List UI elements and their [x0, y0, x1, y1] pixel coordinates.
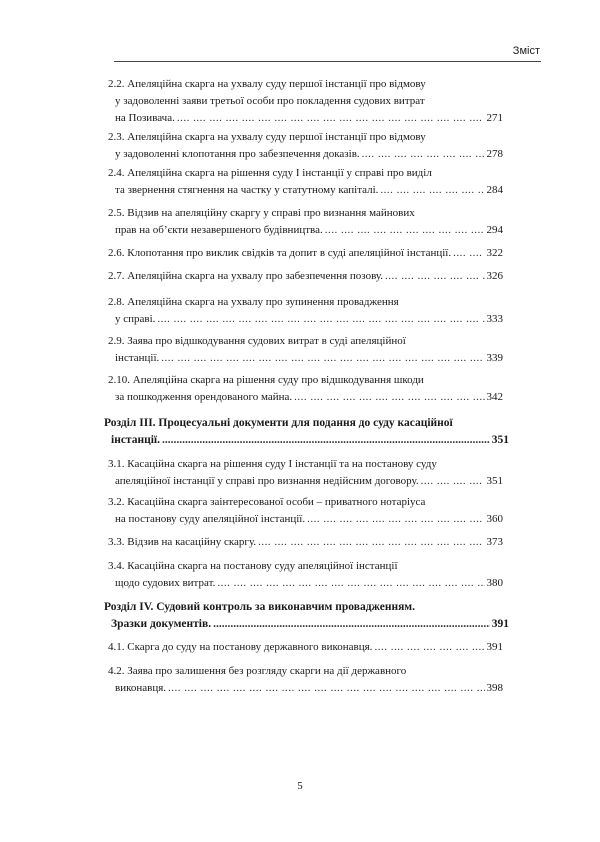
toc-entry-line: 2.6. Клопотання про виклик свідків та допит в суді апеляційної інстанції.: [108, 247, 452, 259]
toc-entry-line: щодо судових витрат.: [115, 577, 216, 589]
toc-entry-2-2[interactable]: [108, 76, 503, 127]
leader-dots: [325, 222, 485, 239]
toc-entry-3-1[interactable]: [108, 456, 503, 490]
toc-page-number: 360: [486, 513, 503, 525]
toc-entry-line: 2.7. Апеляційна скарга на ухвалу про забезпечення позову.: [108, 270, 384, 282]
toc-entry-line: у задоволенні клопотання про забезпечення доказів.: [115, 148, 360, 160]
toc-entry-line: 2.2. Апеляційна скарга на ухвалу суду першої інстанції про відмову: [108, 78, 426, 90]
toc-entry-line: 3.2. Касаційна скарга заінтересованої особи – приватного нотаріуса: [108, 496, 426, 508]
toc-page-number: 326: [486, 270, 503, 282]
toc-section-line: Зразки документів.: [111, 618, 212, 630]
toc-page-number: 278: [486, 148, 503, 160]
toc-entry-line: на Позивача.: [115, 112, 175, 124]
page-number: 5: [297, 780, 303, 792]
leader-dots: [157, 311, 484, 328]
toc-entry-line: 3.4. Касаційна скарга на постанову суду апеляційної інстанції: [108, 560, 398, 572]
toc-section-line: інстанції.: [111, 434, 160, 446]
toc-section-line: Розділ IV. Судовий контроль за виконавчим провадженням.: [104, 601, 416, 613]
toc-section-3[interactable]: [104, 415, 509, 449]
toc-entry-line: 3.1. Касаційна скарга на рішення суду I інстанції та на постанову суду: [108, 458, 437, 470]
leader-dots: [380, 182, 484, 199]
toc-entry-line: 3.3. Відзив на касаційну скаргу.: [108, 536, 257, 548]
toc-entry-3-3[interactable]: [108, 534, 503, 551]
leader-dots: [213, 616, 490, 633]
toc-entry-line: інстанції.: [115, 352, 160, 364]
toc-page-number: 322: [486, 247, 503, 259]
toc-entry-line: та звернення стягнення на частку у статутному капіталі.: [115, 184, 379, 196]
toc-entry-2-8[interactable]: [108, 294, 503, 328]
toc-section-4[interactable]: [104, 599, 509, 633]
toc-entry-line: апеляційної інстанції у справі про визнання недійсним договору.: [115, 475, 419, 487]
leader-dots: [421, 473, 485, 490]
toc-entry-2-10[interactable]: [108, 372, 503, 406]
toc-entry-line: на постанову суду апеляційної інстанції.: [115, 513, 306, 525]
toc-page-number: 391: [486, 641, 503, 653]
toc-entry-line: 2.3. Апеляційна скарга на ухвалу суду першої інстанції про відмову: [108, 131, 426, 143]
leader-dots: [161, 350, 484, 367]
toc-entry-line: 2.8. Апеляційна скарга на ухвалу про зупинення провадження: [108, 296, 399, 308]
toc-page-number: 333: [486, 313, 503, 325]
leader-dots: [217, 575, 484, 592]
toc-entry-2-7[interactable]: [108, 268, 503, 285]
toc-page-number: 351: [491, 434, 509, 446]
toc-entry-2-6[interactable]: [108, 245, 503, 262]
leader-dots: [258, 534, 484, 551]
toc-entry-line: 2.4. Апеляційна скарга на рішення суду I інстанції у справі про виділ: [108, 167, 432, 179]
toc-page-number: 351: [486, 475, 503, 487]
toc-page-number: 373: [486, 536, 503, 548]
toc-section-line: Розділ ІІІ. Процесуальні документи для подання до суду касаційної: [104, 417, 453, 429]
toc-page-number: 391: [491, 618, 509, 630]
toc-entry-line: 4.2. Заява про залишення без розгляду скарги на дії державного: [108, 665, 407, 677]
leader-dots: [374, 639, 484, 656]
toc-page-number: 271: [486, 112, 503, 124]
toc-entry-line: 2.10. Апеляційна скарга на рішення суду про відшкодування шкоди: [108, 374, 424, 386]
toc-page-number: 339: [486, 352, 503, 364]
toc-entry-line: у задоволенні заяви третьої особи про покладення судових витрат: [115, 95, 425, 107]
leader-dots: [385, 268, 484, 285]
toc-entry-2-4[interactable]: [108, 165, 503, 199]
toc-page-number: 398: [486, 682, 503, 694]
leader-dots: [307, 511, 484, 528]
toc-entry-2-3[interactable]: [108, 129, 503, 163]
toc-entry-4-1[interactable]: [108, 639, 503, 656]
leader-dots: [177, 110, 485, 127]
toc-entry-line: у справі.: [115, 313, 156, 325]
toc-entry-line: 2.9. Заява про відшкодування судових витрат в суді апеляційної: [108, 335, 406, 347]
toc-entry-line: 4.1. Скарга до суду на постанову державного виконавця.: [108, 641, 373, 653]
running-header-title: Зміст: [512, 45, 540, 57]
toc-entry-line: виконавця.: [115, 682, 167, 694]
leader-dots: [294, 389, 484, 406]
toc-page-number: 380: [486, 577, 503, 589]
toc-entry-2-5[interactable]: [108, 205, 503, 239]
toc-page-number: 284: [486, 184, 503, 196]
toc-entry-4-2[interactable]: [108, 663, 503, 697]
toc-entry-2-9[interactable]: [108, 333, 503, 367]
toc-entry-line: за пошкодження орендованого майна.: [115, 391, 293, 403]
leader-dots: [162, 432, 490, 449]
leader-dots: [453, 245, 484, 262]
toc-entry-3-4[interactable]: [108, 558, 503, 592]
toc-page-number: 342: [486, 391, 503, 403]
leader-dots: [168, 680, 484, 697]
leader-dots: [362, 146, 485, 163]
toc-entry-line: прав на об’єкти незавершеного будівництва.: [115, 224, 323, 236]
toc-entry-line: 2.5. Відзив на апеляційну скаргу у справі про визнання майнових: [108, 207, 415, 219]
toc-page-number: 294: [486, 224, 503, 236]
toc-entry-3-2[interactable]: [108, 494, 503, 528]
